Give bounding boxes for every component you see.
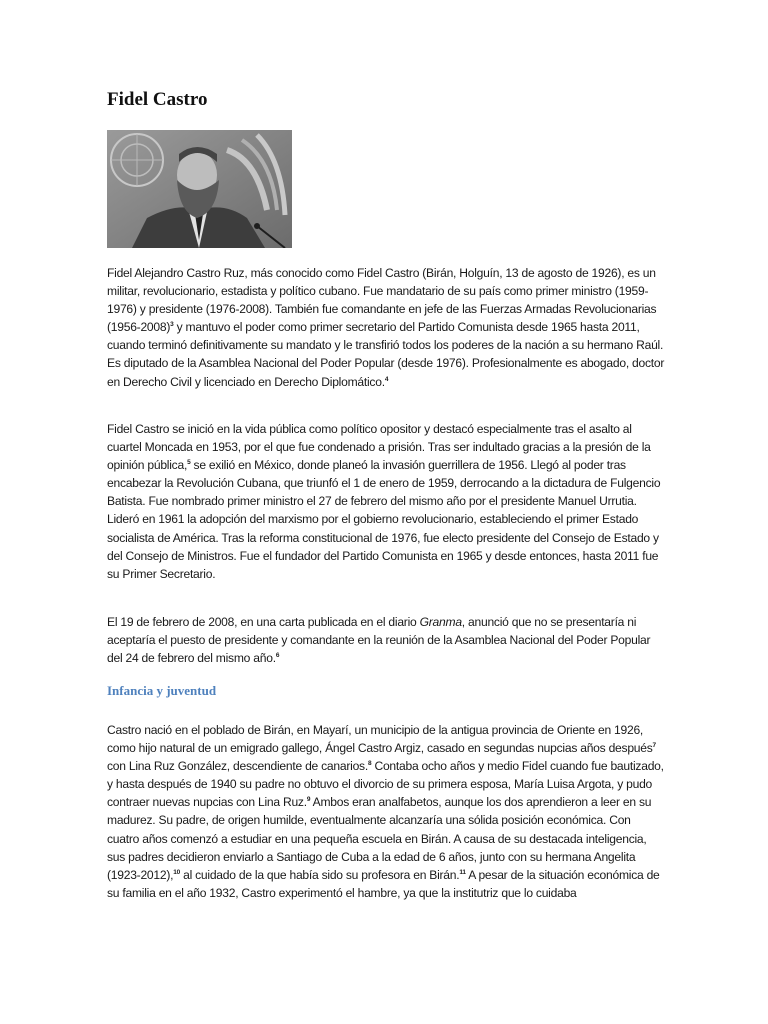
paragraph-text: Ambos eran analfabetos, aunque los dos aprendieron a leer en su madurez. Su padre, de origen humilde, eventualmente alcanzaría una sólida posición económica. Con cuatro años comenzó a estudiar en una pequeña escuela en Birán. A causa de su destacada inteligencia, sus padres decidieron enviarlo a Santiago de Cuba a la edad de 6 años, junto con su hermana Angelita (1923-2012), (107, 795, 652, 882)
portrait-photo-icon (107, 130, 292, 248)
paragraph-text: , anunció que no se presentaría ni aceptaría el puesto de presidente y comandante en la reunión de la Asamblea Nacional del Poder Popular del 24 de febrero del mismo año. (107, 615, 651, 666)
paragraph-text: al cuidado de la que había sido su profesora en Birán. (179, 867, 460, 882)
granma-paragraph (107, 613, 665, 667)
footnote-ref[interactable]: 4 (384, 375, 389, 383)
footnote-ref[interactable]: 8 (367, 760, 372, 768)
paragraph-text: Fidel Castro se inició en la vida pública como político opositor y destacó especialmente tras el asalto al cuartel Moncada en 1953, por el que fue condenado a prisión. Tras ser indultado gracias a la presión de la opinión pública, (107, 422, 651, 473)
paragraph-text: se exilió en México, donde planeó la invasión guerrillera de 1956. Llegó al poder tras encabezar la Revolución Cubana, que triunfó el 1 de enero de 1959, derrocando a la dictadura de Fulgencio Batista. Fue nombrado primer ministro el 27 de febrero del mismo año por el presidente Manuel Urrutia. Lideró en 1961 la adopción del marxismo por el gobierno revolucionario, estableciendo el primer Estado socialista de América. Tras la reforma constitucional de 1976, fue electo presidente del Consejo de Estado y del Consejo de Ministros. Fue el fundador del Partido Comunista en 1965 y desde entonces, hasta 2011 fue su Primer Secretario. (107, 458, 661, 581)
page-title: Fidel Castro (107, 89, 208, 110)
footnote-ref[interactable]: 9 (306, 796, 311, 804)
footnote-ref[interactable]: 6 (275, 652, 280, 660)
paragraph-text: y mantuvo el poder como primer secretario del Partido Comunista desde 1965 hasta 2011, cuando terminó definitivamente su mandato y le transfirió todos los poderes de la nación a su hermano Raúl. Es diputado de la Asamblea Nacional del Poder Popular (desde 1976). Profesionalmente es abogado, doctor en Derecho Civil y licenciado en Derecho Diplomático. (107, 320, 665, 389)
public-life-paragraph (107, 420, 665, 583)
section-heading: Infancia y juventud (107, 683, 217, 698)
intro-paragraph (107, 264, 665, 391)
newspaper-name: Granma (419, 615, 462, 629)
paragraph-text: A pesar de la situación económica de su familia en el año 1932, Castro experimentó el hambre, ya que la institutriz que lo cuidaba (107, 867, 660, 900)
footnote-ref[interactable]: 3 (170, 321, 174, 329)
paragraph-text: Castro nació en el poblado de Birán, en Mayarí, un municipio de la antigua provincia de Oriente en 1926, como hijo natural de un emigrado gallego, Ángel Castro Argiz, casado en segundas nupcias años después (107, 723, 653, 756)
childhood-paragraph (107, 721, 665, 902)
paragraph-text: El 19 de febrero de 2008, en una carta publicada en el diario (107, 615, 420, 629)
footnote-ref[interactable]: 11 (459, 868, 466, 876)
portrait-photo (107, 130, 292, 248)
footnote-ref[interactable]: 5 (187, 459, 191, 467)
paragraph-text: Fidel Alejandro Castro Ruz, más conocido como Fidel Castro (Birán, Holguín, 13 de agosto de 1926), es un militar, revolucionario, estadista y político cubano. Fue mandatario de su país como primer ministro (1959-1976) y presidente (1976-2008). También fue comandante en jefe de las Fuerzas Armadas Revolucionarias (1956-2008) (107, 266, 657, 335)
paragraph-text: con Lina Ruz González, descendiente de canarios. (107, 759, 368, 774)
paragraph-text: Contaba ocho años y medio Fidel cuando fue bautizado, y hasta después de 1940 su padre no obtuvo el divorcio de su primera esposa, María Luisa Argota, y pudo contraer nuevas nupcias con Lina Ruz. (107, 759, 664, 810)
footnote-ref[interactable]: 10 (173, 868, 180, 876)
footnote-ref[interactable]: 7 (652, 742, 656, 750)
